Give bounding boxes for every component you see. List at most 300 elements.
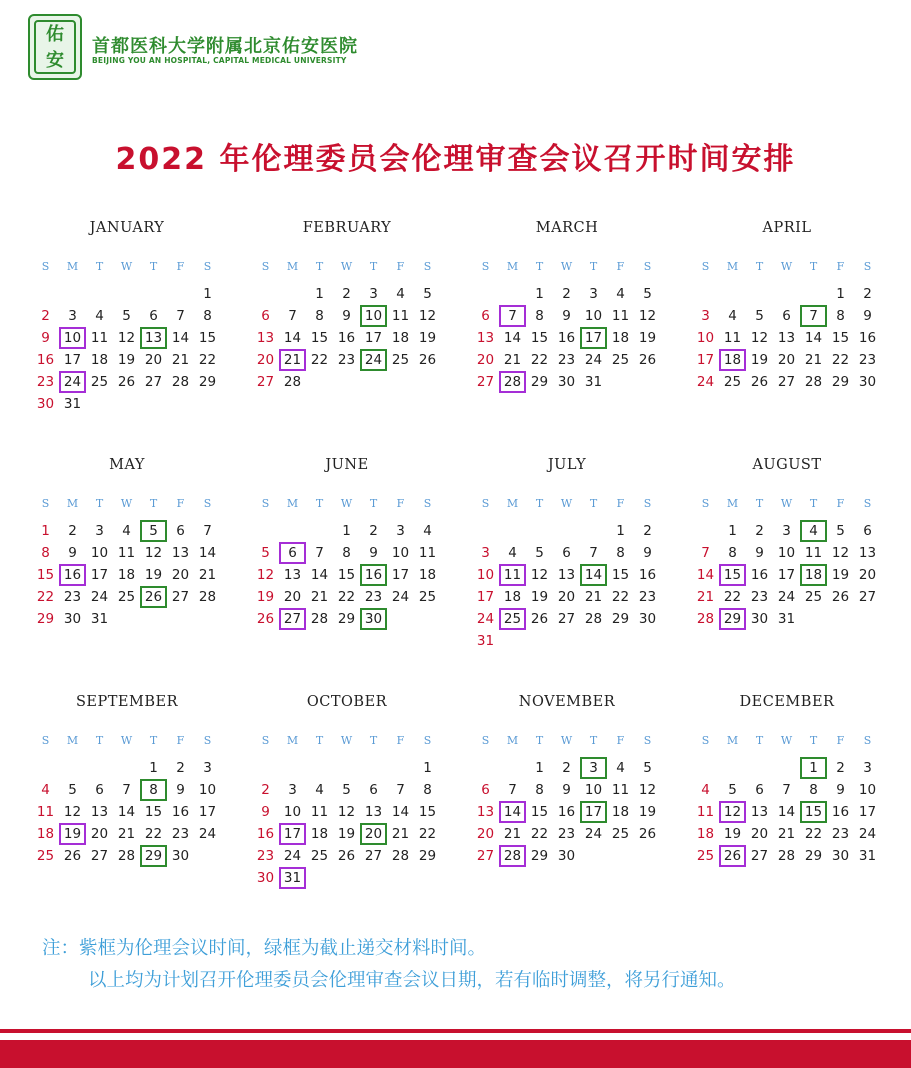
- weekday-header: F: [836, 260, 845, 273]
- calendar-day: 1: [535, 760, 544, 776]
- calendar-day: 6: [863, 523, 872, 539]
- calendar-day: 11: [418, 545, 437, 561]
- calendar-day: 9: [261, 804, 270, 820]
- meeting-day: 29: [719, 608, 746, 630]
- calendar-day: 23: [171, 826, 190, 842]
- calendar-day: 23: [831, 826, 850, 842]
- weekday-header: S: [643, 497, 652, 510]
- calendar-day: 15: [337, 567, 356, 583]
- weekday-header: T: [369, 497, 378, 510]
- calendar-day: 22: [198, 352, 217, 368]
- weekday-header: F: [176, 734, 185, 747]
- calendar-day: 6: [481, 782, 490, 798]
- month-name: OCTOBER: [306, 694, 388, 710]
- calendar-day: 21: [696, 589, 715, 605]
- calendar-day: 6: [95, 782, 104, 798]
- calendar-day: 9: [369, 545, 378, 561]
- calendar-day: 15: [144, 804, 163, 820]
- logo-glyph-bottom: 安: [46, 50, 64, 71]
- weekday-header: S: [481, 497, 490, 510]
- deadline-day: 17: [580, 801, 607, 823]
- calendar-day: 8: [315, 308, 324, 324]
- calendar-day: 20: [557, 589, 576, 605]
- calendar-day: 27: [144, 374, 163, 390]
- deadline-day: 1: [800, 757, 827, 779]
- calendar-day: 10: [584, 782, 603, 798]
- calendar-day: 12: [256, 567, 275, 583]
- calendar-day: 17: [476, 589, 495, 605]
- calendar-day: 23: [364, 589, 383, 605]
- weekday-header: F: [396, 734, 405, 747]
- weekday-header: T: [149, 734, 158, 747]
- calendar-day: 3: [95, 523, 104, 539]
- calendar-day: 4: [41, 782, 50, 798]
- calendar-day: 14: [310, 567, 329, 583]
- weekday-header: F: [836, 734, 845, 747]
- calendar-day: 1: [535, 286, 544, 302]
- calendar-day: 21: [171, 352, 190, 368]
- calendar-day: 25: [611, 826, 630, 842]
- calendar-day: 5: [342, 782, 351, 798]
- weekday-header: M: [506, 260, 519, 273]
- calendar-day: 6: [149, 308, 158, 324]
- calendar-day: 19: [750, 352, 769, 368]
- weekday-header: M: [506, 734, 519, 747]
- weekday-header: S: [481, 734, 490, 747]
- calendar-day: 6: [176, 523, 185, 539]
- calendar-day: 6: [369, 782, 378, 798]
- weekday-header: S: [701, 260, 710, 273]
- calendar-day: 21: [777, 826, 796, 842]
- calendar-day: 30: [831, 848, 850, 864]
- weekday-header: F: [616, 734, 625, 747]
- calendar-day: 5: [643, 760, 652, 776]
- calendar-day: 10: [391, 545, 410, 561]
- calendar-day: 5: [261, 545, 270, 561]
- calendar-day: 29: [198, 374, 217, 390]
- weekday-header: S: [423, 497, 432, 510]
- calendar-day: 28: [584, 611, 603, 627]
- calendar-day: 29: [530, 848, 549, 864]
- calendar-day: 10: [283, 804, 302, 820]
- calendar-day: 22: [831, 352, 850, 368]
- page-title: 2022 年伦理委员会伦理审查会议召开时间安排: [115, 142, 796, 177]
- calendar-day: 15: [831, 330, 850, 346]
- calendar-day: 10: [584, 308, 603, 324]
- weekday-header: T: [535, 734, 544, 747]
- weekday-header: S: [863, 734, 872, 747]
- meeting-day: 21: [279, 349, 306, 371]
- calendar-day: 16: [557, 804, 576, 820]
- weekday-header: T: [315, 260, 324, 273]
- calendar-day: 26: [831, 589, 850, 605]
- calendar-day: 25: [723, 374, 742, 390]
- calendar-day: 19: [831, 567, 850, 583]
- calendar-day: 2: [369, 523, 378, 539]
- calendar-day: 26: [750, 374, 769, 390]
- calendar-day: 3: [68, 308, 77, 324]
- calendar-day: 5: [535, 545, 544, 561]
- meeting-day: 15: [719, 564, 746, 586]
- calendar-day: 13: [364, 804, 383, 820]
- month-name: JULY: [547, 457, 587, 473]
- calendar-day: 2: [562, 286, 571, 302]
- calendar-day: 24: [696, 374, 715, 390]
- calendar-day: 30: [557, 374, 576, 390]
- weekday-header: W: [780, 734, 793, 747]
- calendar-day: 27: [476, 848, 495, 864]
- calendar-day: 14: [283, 330, 302, 346]
- calendar-day: 7: [782, 782, 791, 798]
- calendar-day: 18: [611, 330, 630, 346]
- calendar-day: 1: [342, 523, 351, 539]
- calendar-day: 27: [364, 848, 383, 864]
- weekday-header: T: [315, 497, 324, 510]
- calendar-day: 11: [391, 308, 410, 324]
- month-name: APRIL: [762, 220, 812, 236]
- hospital-name: 首都医科大学附属北京佑安医院: [92, 36, 358, 57]
- calendar-day: 7: [288, 308, 297, 324]
- calendar-day: 21: [584, 589, 603, 605]
- calendar-day: 18: [36, 826, 55, 842]
- weekday-header: S: [41, 734, 50, 747]
- deadline-day: 10: [360, 305, 387, 327]
- calendar-day: 4: [315, 782, 324, 798]
- calendar-day: 2: [755, 523, 764, 539]
- weekday-header: T: [589, 260, 598, 273]
- weekday-header: T: [755, 497, 764, 510]
- calendar-day: 2: [68, 523, 77, 539]
- calendar-day: 24: [584, 826, 603, 842]
- weekday-header: M: [506, 497, 519, 510]
- calendar-day: 22: [418, 826, 437, 842]
- calendar-day: 8: [41, 545, 50, 561]
- calendar-day: 28: [696, 611, 715, 627]
- calendar-day: 25: [391, 352, 410, 368]
- calendar-day: 15: [36, 567, 55, 583]
- calendar-day: 9: [863, 308, 872, 324]
- weekday-header: W: [560, 260, 573, 273]
- weekday-header: S: [643, 260, 652, 273]
- calendar-day: 29: [418, 848, 437, 864]
- calendar-day: 26: [638, 826, 657, 842]
- calendar-day: 30: [63, 611, 82, 627]
- calendar-day: 10: [696, 330, 715, 346]
- calendar-day: 10: [476, 567, 495, 583]
- weekday-header: F: [616, 497, 625, 510]
- weekday-header: W: [560, 734, 573, 747]
- calendar-day: 18: [391, 330, 410, 346]
- calendar-day: 25: [90, 374, 109, 390]
- deadline-day: 13: [140, 327, 167, 349]
- calendar-day: 17: [777, 567, 796, 583]
- weekday-header: F: [396, 260, 405, 273]
- weekday-header: T: [149, 497, 158, 510]
- calendar-day: 14: [696, 567, 715, 583]
- calendar-day: 13: [750, 804, 769, 820]
- calendar-day: 9: [41, 330, 50, 346]
- calendar-day: 31: [476, 633, 495, 649]
- calendar-day: 20: [777, 352, 796, 368]
- calendar-day: 23: [63, 589, 82, 605]
- weekday-header: S: [701, 734, 710, 747]
- deadline-day: 7: [800, 305, 827, 327]
- calendar-day: 14: [804, 330, 823, 346]
- deadline-day: 4: [800, 520, 827, 542]
- calendar-day: 23: [638, 589, 657, 605]
- note-line-2: 以上均为计划召开伦理委员会伦理审查会议日期，若有临时调整，将另行通知。: [88, 970, 736, 991]
- calendar-day: 2: [836, 760, 845, 776]
- calendar-day: 18: [117, 567, 136, 583]
- calendar-day: 5: [643, 286, 652, 302]
- weekday-header: S: [203, 734, 212, 747]
- calendar-day: 1: [728, 523, 737, 539]
- calendar-day: 3: [203, 760, 212, 776]
- calendar-day: 21: [117, 826, 136, 842]
- hospital-name-en: BEIJING YOU AN HOSPITAL, CAPITAL MEDICAL UNIVERSITY: [92, 56, 347, 65]
- calendar-day: 26: [117, 374, 136, 390]
- meeting-day: 24: [59, 371, 86, 393]
- calendar-day: 29: [611, 611, 630, 627]
- calendar-day: 15: [611, 567, 630, 583]
- calendar-day: 14: [171, 330, 190, 346]
- calendar-day: 8: [535, 308, 544, 324]
- weekday-header: T: [589, 497, 598, 510]
- calendar-day: 27: [256, 374, 275, 390]
- calendar-day: 4: [616, 760, 625, 776]
- calendar-day: 30: [256, 870, 275, 886]
- deadline-day: 30: [360, 608, 387, 630]
- calendar-day: 8: [616, 545, 625, 561]
- calendar-day: 15: [310, 330, 329, 346]
- calendar-day: 5: [423, 286, 432, 302]
- calendar-day: 22: [804, 826, 823, 842]
- calendar-day: 24: [198, 826, 217, 842]
- calendar-day: 24: [777, 589, 796, 605]
- calendar-day: 15: [530, 804, 549, 820]
- calendar-day: 10: [198, 782, 217, 798]
- meeting-day: 10: [59, 327, 86, 349]
- calendar-day: 13: [283, 567, 302, 583]
- deadline-day: 26: [140, 586, 167, 608]
- weekday-header: T: [315, 734, 324, 747]
- calendar-day: 3: [782, 523, 791, 539]
- month-name: FEBRUARY: [302, 220, 392, 236]
- calendar-day: 20: [171, 567, 190, 583]
- calendar-day: 18: [503, 589, 522, 605]
- calendar-day: 18: [611, 804, 630, 820]
- calendar-day: 7: [396, 782, 405, 798]
- calendar-day: 17: [391, 567, 410, 583]
- calendar-day: 6: [261, 308, 270, 324]
- calendar-day: 25: [117, 589, 136, 605]
- hospital-logo-icon: [28, 14, 82, 80]
- calendar-day: 19: [723, 826, 742, 842]
- calendar-day: 1: [423, 760, 432, 776]
- weekday-header: T: [535, 497, 544, 510]
- calendar-day: 2: [261, 782, 270, 798]
- calendar-day: 28: [171, 374, 190, 390]
- weekday-header: S: [643, 734, 652, 747]
- weekday-header: W: [340, 260, 353, 273]
- month-name: JUNE: [325, 457, 369, 473]
- calendar-day: 25: [804, 589, 823, 605]
- weekday-header: W: [780, 497, 793, 510]
- meeting-day: 6: [279, 542, 306, 564]
- weekday-header: W: [340, 497, 353, 510]
- calendar-day: 8: [423, 782, 432, 798]
- calendar-day: 23: [750, 589, 769, 605]
- calendar-day: 17: [364, 330, 383, 346]
- calendar-day: 3: [481, 545, 490, 561]
- weekday-header: T: [809, 497, 818, 510]
- meeting-day: 16: [59, 564, 86, 586]
- weekday-header: T: [755, 734, 764, 747]
- calendar-day: 23: [337, 352, 356, 368]
- calendar-day: 15: [418, 804, 437, 820]
- calendar-day: 18: [696, 826, 715, 842]
- footer-rule-thick: [0, 1040, 911, 1068]
- calendar-day: 27: [90, 848, 109, 864]
- calendar-day: 30: [858, 374, 877, 390]
- calendar-day: 21: [391, 826, 410, 842]
- calendar-day: 11: [36, 804, 55, 820]
- calendar-day: 24: [283, 848, 302, 864]
- calendar-day: 1: [315, 286, 324, 302]
- calendar-day: 17: [858, 804, 877, 820]
- calendar-day: 30: [36, 396, 55, 412]
- calendar-day: 2: [342, 286, 351, 302]
- calendar-day: 7: [315, 545, 324, 561]
- calendar-day: 22: [530, 352, 549, 368]
- calendar-day: 9: [755, 545, 764, 561]
- calendar-day: 29: [36, 611, 55, 627]
- calendar-day: 13: [557, 567, 576, 583]
- calendar-day: 1: [41, 523, 50, 539]
- calendar-day: 12: [337, 804, 356, 820]
- weekday-header: M: [726, 734, 739, 747]
- calendar-day: 20: [750, 826, 769, 842]
- calendar-day: 23: [557, 826, 576, 842]
- weekday-header: M: [286, 734, 299, 747]
- deadline-day: 16: [360, 564, 387, 586]
- calendar-day: 4: [508, 545, 517, 561]
- meeting-day: 17: [279, 823, 306, 845]
- calendar-day: 14: [777, 804, 796, 820]
- weekday-header: T: [95, 497, 104, 510]
- calendar-day: 16: [750, 567, 769, 583]
- weekday-header: S: [41, 497, 50, 510]
- meeting-day: 19: [59, 823, 86, 845]
- calendar-day: 29: [530, 374, 549, 390]
- calendar-day: 20: [476, 826, 495, 842]
- meeting-day: 28: [499, 845, 526, 867]
- calendar-day: 7: [508, 782, 517, 798]
- calendar-day: 23: [557, 352, 576, 368]
- calendar-day: 31: [90, 611, 109, 627]
- deadline-day: 14: [580, 564, 607, 586]
- calendar-day: 6: [481, 308, 490, 324]
- calendar-day: 29: [804, 848, 823, 864]
- meeting-day: 26: [719, 845, 746, 867]
- calendar-day: 22: [530, 826, 549, 842]
- calendar-day: 12: [831, 545, 850, 561]
- meeting-day: 25: [499, 608, 526, 630]
- calendar-day: 8: [809, 782, 818, 798]
- weekday-header: T: [369, 734, 378, 747]
- calendar-day: 9: [836, 782, 845, 798]
- calendar-day: 12: [144, 545, 163, 561]
- calendar-day: 22: [723, 589, 742, 605]
- calendar-day: 4: [728, 308, 737, 324]
- calendar-day: 27: [476, 374, 495, 390]
- calendar-day: 21: [198, 567, 217, 583]
- calendar-day: 11: [117, 545, 136, 561]
- calendar-day: 7: [701, 545, 710, 561]
- calendar-day: 14: [503, 330, 522, 346]
- calendar-day: 25: [310, 848, 329, 864]
- calendar-day: 13: [171, 545, 190, 561]
- calendar-day: 28: [283, 374, 302, 390]
- deadline-day: 3: [580, 757, 607, 779]
- calendar-day: 30: [750, 611, 769, 627]
- calendar-day: 19: [144, 567, 163, 583]
- calendar-day: 26: [63, 848, 82, 864]
- footer-rule-thin: [0, 1029, 911, 1033]
- calendar-day: 2: [41, 308, 50, 324]
- calendar-day: 22: [310, 352, 329, 368]
- calendar-day: 4: [122, 523, 131, 539]
- calendar-day: 9: [562, 308, 571, 324]
- calendar-day: 9: [68, 545, 77, 561]
- calendar-day: 13: [90, 804, 109, 820]
- calendar-day: 8: [728, 545, 737, 561]
- calendar-day: 25: [36, 848, 55, 864]
- calendar-day: 2: [863, 286, 872, 302]
- calendar-day: 2: [562, 760, 571, 776]
- calendar-day: 5: [122, 308, 131, 324]
- calendar-day: 17: [696, 352, 715, 368]
- calendar-day: 21: [503, 826, 522, 842]
- calendar-day: 3: [701, 308, 710, 324]
- calendar-day: 3: [589, 286, 598, 302]
- calendar-day: 15: [530, 330, 549, 346]
- calendar-day: 7: [122, 782, 131, 798]
- logo-glyph-top: 佑: [46, 24, 64, 45]
- weekday-header: S: [261, 260, 270, 273]
- calendar-day: 16: [638, 567, 657, 583]
- weekday-header: T: [809, 260, 818, 273]
- weekday-header: W: [340, 734, 353, 747]
- deadline-day: 24: [360, 349, 387, 371]
- meeting-day: 12: [719, 801, 746, 823]
- calendar-day: 1: [149, 760, 158, 776]
- calendar-day: 10: [858, 782, 877, 798]
- weekday-header: S: [203, 497, 212, 510]
- month-name: MARCH: [535, 220, 599, 236]
- weekday-header: T: [95, 734, 104, 747]
- weekday-header: T: [755, 260, 764, 273]
- calendar-day: 13: [256, 330, 275, 346]
- calendar-day: 12: [750, 330, 769, 346]
- weekday-header: M: [286, 497, 299, 510]
- calendar-day: 28: [310, 611, 329, 627]
- weekday-header: T: [589, 734, 598, 747]
- calendar-day: 20: [144, 352, 163, 368]
- calendar-day: 5: [755, 308, 764, 324]
- calendar-day: 9: [176, 782, 185, 798]
- calendar-day: 26: [256, 611, 275, 627]
